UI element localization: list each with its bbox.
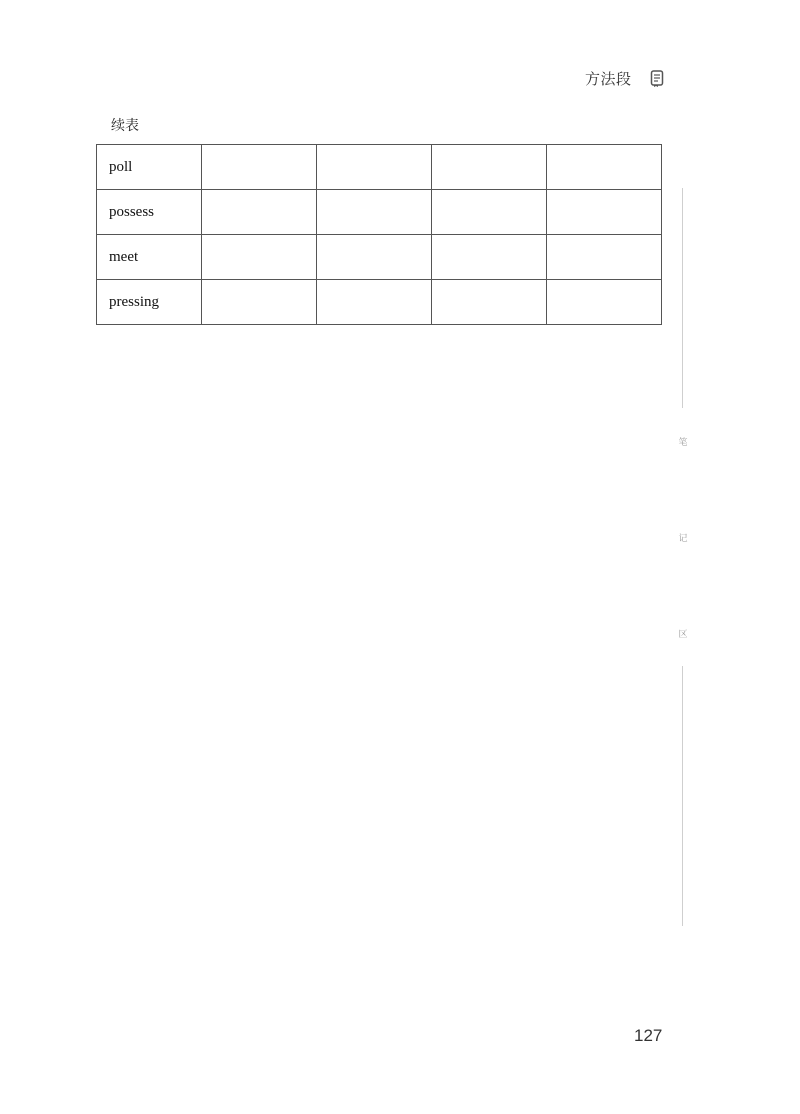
word-cell: possess: [97, 190, 202, 235]
continued-table-label: 续表: [111, 118, 139, 134]
blank-cell: [547, 280, 662, 325]
book-icon: [650, 69, 664, 87]
word-cell: pressing: [97, 280, 202, 325]
notes-label-char: 记: [678, 534, 688, 544]
table-row: [97, 190, 662, 235]
word-cell: poll: [97, 145, 202, 190]
blank-cell: [547, 235, 662, 280]
running-header: [585, 66, 664, 90]
blank-cell: [202, 145, 317, 190]
blank-cell: [317, 235, 432, 280]
blank-cell: [547, 145, 662, 190]
blank-cell: [432, 190, 547, 235]
blank-cell: [432, 235, 547, 280]
notes-label-char: 区: [678, 630, 688, 640]
vocabulary-table: [96, 144, 662, 325]
blank-cell: [547, 190, 662, 235]
blank-cell: [432, 280, 547, 325]
notes-divider-top: [682, 188, 683, 408]
notes-divider-bottom: [682, 666, 683, 926]
blank-cell: [432, 145, 547, 190]
blank-cell: [202, 190, 317, 235]
table-row: [97, 235, 662, 280]
table-row: [97, 280, 662, 325]
blank-cell: [317, 190, 432, 235]
notes-label-char: 笔: [678, 438, 688, 448]
blank-cell: [317, 145, 432, 190]
section-title: 方法段: [585, 69, 632, 88]
page-number: 127: [634, 1026, 663, 1045]
word-cell: meet: [97, 235, 202, 280]
blank-cell: [202, 280, 317, 325]
blank-cell: [317, 280, 432, 325]
blank-cell: [202, 235, 317, 280]
table-row: [97, 145, 662, 190]
